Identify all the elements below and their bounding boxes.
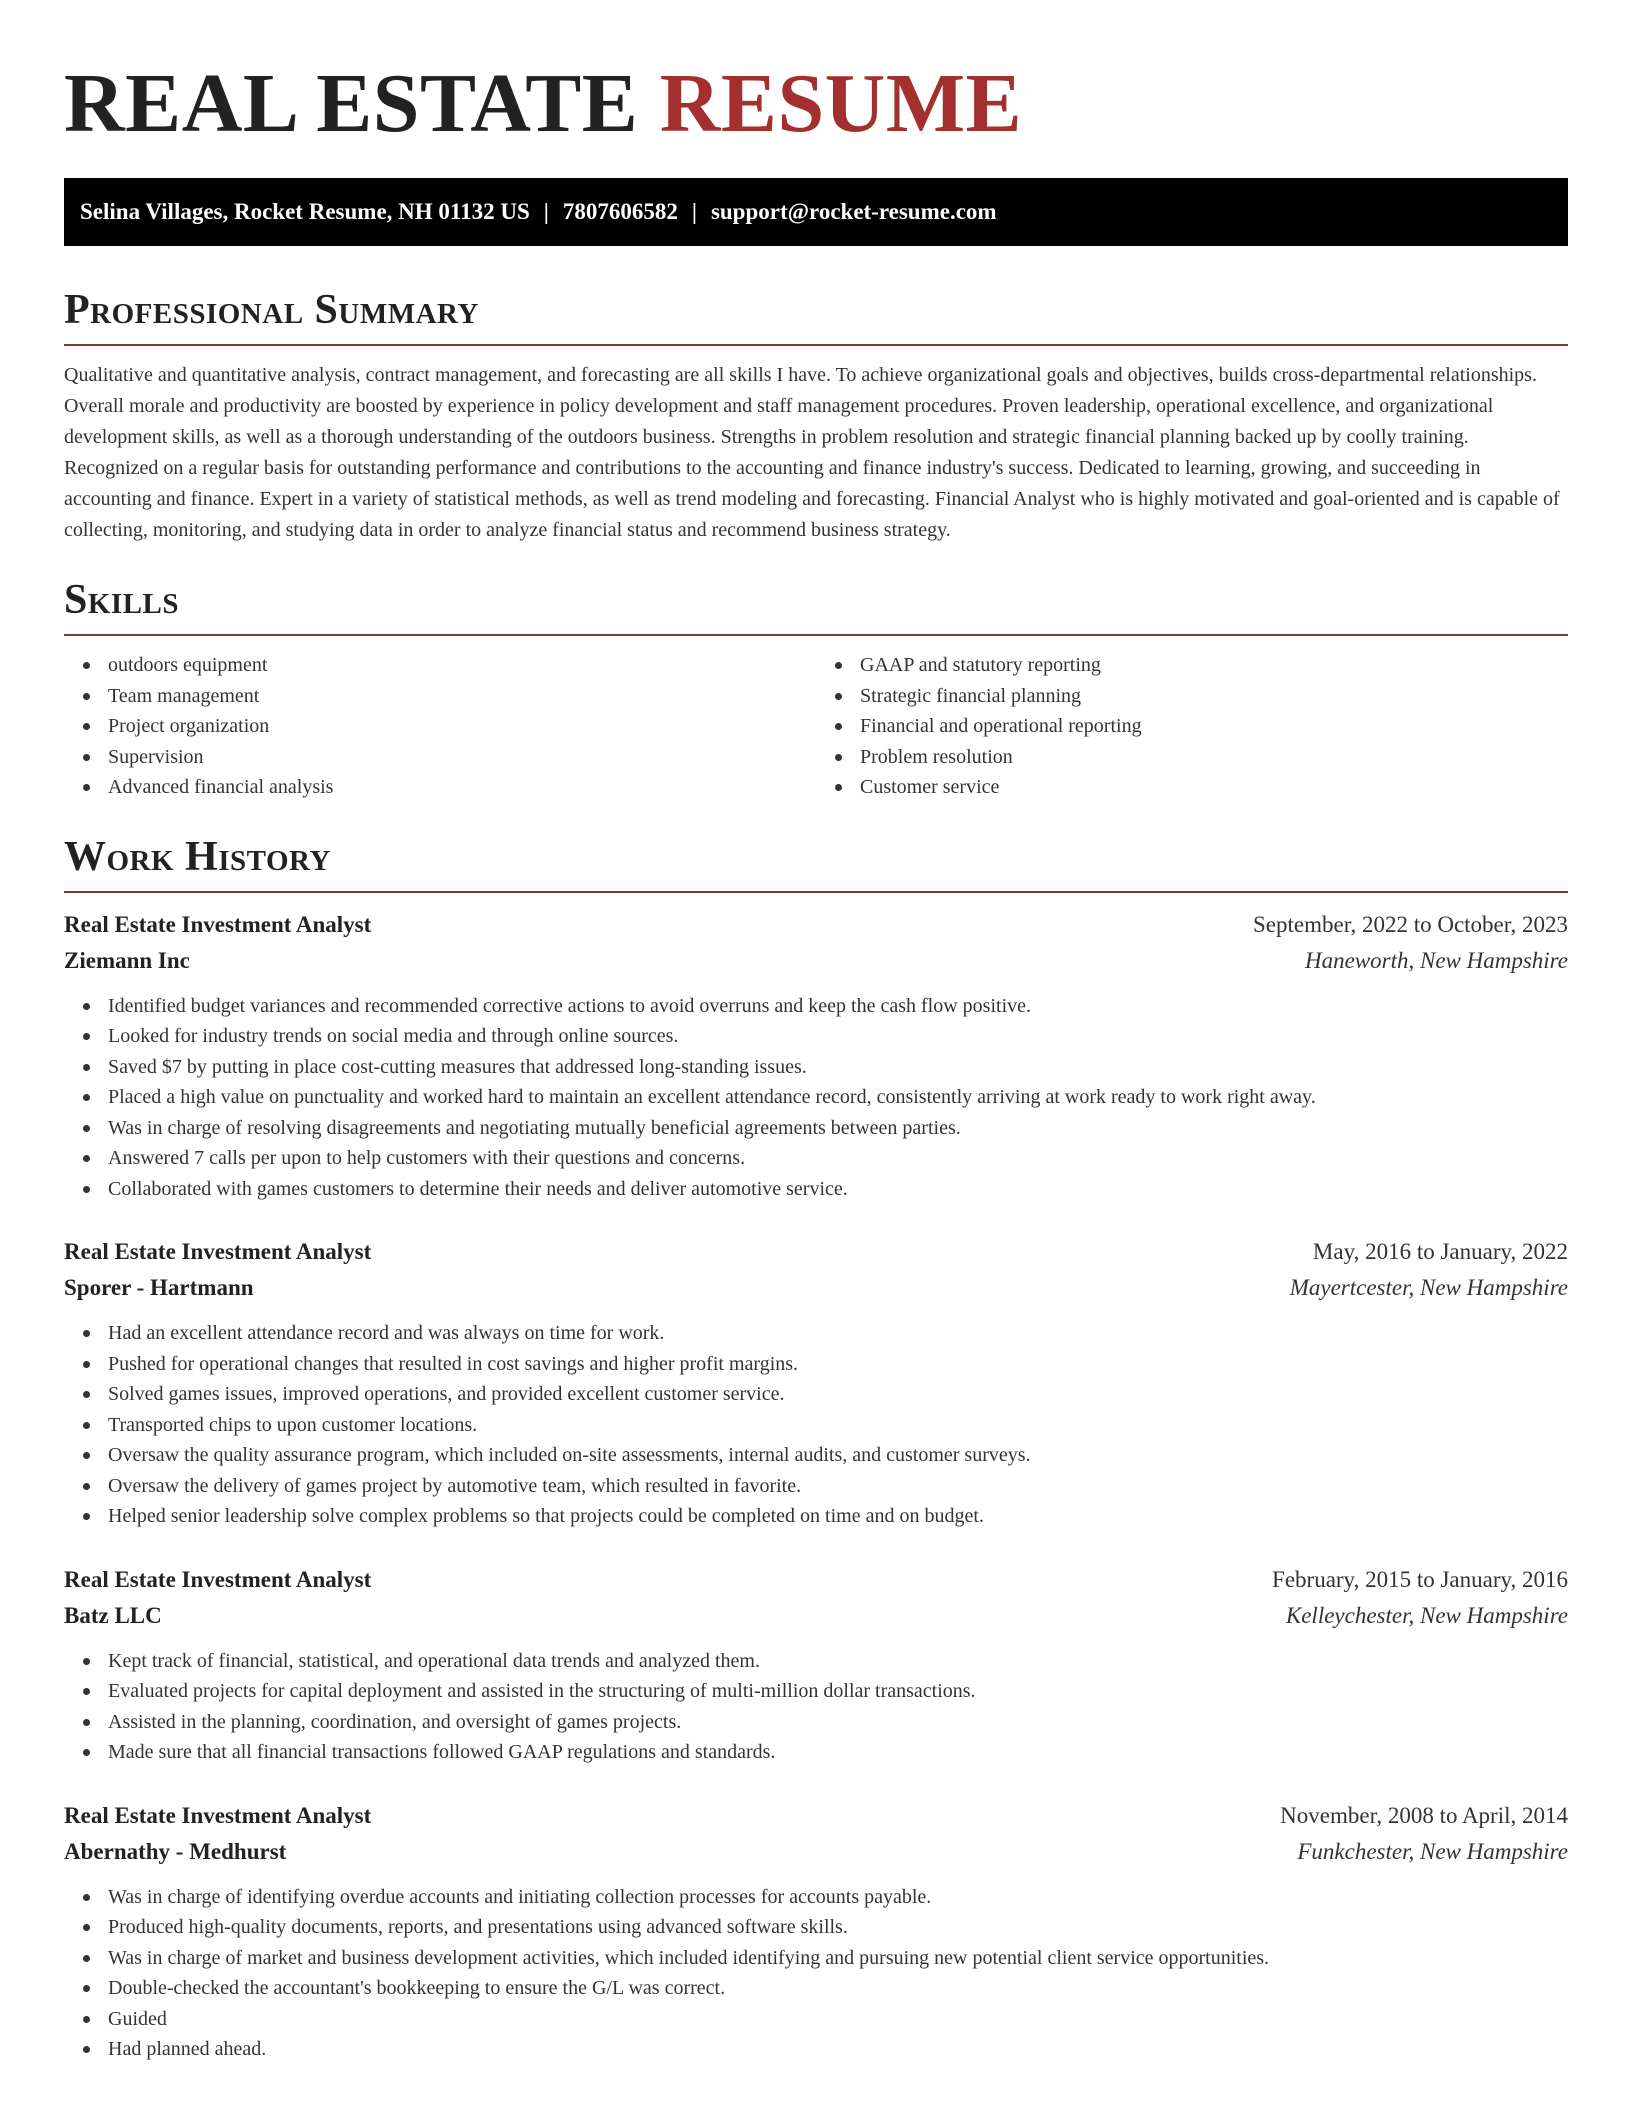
- skills-column-left: [64, 650, 816, 803]
- job-duty: Placed a high value on punctuality and worked hard to maintain an excellent attendance record, consistently arriving at work ready to work right away.: [108, 1082, 1568, 1113]
- job-duty: Had an excellent attendance record and was always on time for work.: [108, 1318, 1568, 1349]
- job-subheader-row: [64, 943, 1568, 979]
- skill-item: Strategic financial planning: [860, 681, 1568, 712]
- job-entry: [64, 1234, 1568, 1532]
- job-header-row: [64, 907, 1568, 943]
- job-duty: Evaluated projects for capital deployment and assisted in the structuring of multi-million dollar transactions.: [108, 1676, 1568, 1707]
- contact-address: Selina Villages, Rocket Resume, NH 01132 US: [80, 199, 530, 224]
- job-location: Mayertcester, New Hampshire: [1289, 1275, 1568, 1300]
- job-duty: Produced high-quality documents, reports, and presentations using advanced software skills.: [108, 1912, 1568, 1943]
- job-title: Real Estate Investment Analyst: [64, 911, 372, 937]
- skill-item: Advanced financial analysis: [108, 772, 816, 803]
- work-history-section: [64, 831, 1568, 2065]
- skill-item: Problem resolution: [860, 742, 1568, 773]
- contact-phone: 7807606582: [562, 199, 678, 224]
- contact-bar: [64, 178, 1568, 246]
- skill-item: GAAP and statutory reporting: [860, 650, 1568, 681]
- job-subheader-row: [64, 1270, 1568, 1306]
- job-dates: November, 2008 to April, 2014: [1280, 1802, 1568, 1828]
- title-main: REAL ESTATE: [64, 57, 639, 150]
- job-duty: Transported chips to upon customer locations.: [108, 1410, 1568, 1441]
- contact-email: support@rocket-resume.com: [710, 199, 997, 224]
- job-company: Abernathy - Medhurst: [64, 1838, 287, 1864]
- job-subheader-row: [64, 1834, 1568, 1870]
- job-duties-list: [64, 1318, 1568, 1532]
- job-duty: Kept track of financial, statistical, and operational data trends and analyzed them.: [108, 1646, 1568, 1677]
- job-duties-list: [64, 1882, 1568, 2065]
- professional-summary-section: [64, 284, 1568, 546]
- job-duty: Made sure that all financial transactions followed GAAP regulations and standards.: [108, 1737, 1568, 1768]
- job-duty: Double-checked the accountant's bookkeeping to ensure the G/L was correct.: [108, 1973, 1568, 2004]
- job-duty: Oversaw the delivery of games project by automotive team, which resulted in favorite.: [108, 1471, 1568, 1502]
- section-heading-work-history: Work History: [64, 831, 1568, 893]
- job-duty: Oversaw the quality assurance program, which included on-site assessments, internal audits, and customer surveys.: [108, 1440, 1568, 1471]
- job-entry: [64, 1798, 1568, 2065]
- job-header-row: [64, 1562, 1568, 1598]
- job-duty: Had planned ahead.: [108, 2034, 1568, 2065]
- job-duty: Was in charge of identifying overdue accounts and initiating collection processes for accounts payable.: [108, 1882, 1568, 1913]
- job-company: Ziemann Inc: [64, 947, 190, 973]
- job-duty: Answered 7 calls per upon to help customers with their questions and concerns.: [108, 1143, 1568, 1174]
- resume-title: [64, 56, 1568, 152]
- job-header-row: [64, 1234, 1568, 1270]
- job-duty: Looked for industry trends on social media and through online sources.: [108, 1021, 1568, 1052]
- job-duty: Saved $7 by putting in place cost-cutting measures that addressed long-standing issues.: [108, 1052, 1568, 1083]
- job-duty: Solved games issues, improved operations, and provided excellent customer service.: [108, 1379, 1568, 1410]
- job-entry: [64, 1562, 1568, 1768]
- job-duties-list: [64, 991, 1568, 1205]
- skill-item: Project organization: [108, 711, 816, 742]
- skill-item: Supervision: [108, 742, 816, 773]
- job-location: Haneworth, New Hampshire: [1304, 947, 1568, 973]
- contact-separator: |: [691, 199, 697, 224]
- job-duty: Helped senior leadership solve complex problems so that projects could be completed on time and on budget.: [108, 1501, 1568, 1532]
- job-title: Real Estate Investment Analyst: [64, 1802, 372, 1828]
- job-duties-list: [64, 1646, 1568, 1768]
- job-location: Funkchester, New Hampshire: [1297, 1838, 1568, 1864]
- skill-item: Financial and operational reporting: [860, 711, 1568, 742]
- job-duty: Collaborated with games customers to determine their needs and deliver automotive service.: [108, 1174, 1568, 1205]
- job-header-row: [64, 1798, 1568, 1834]
- skill-item: Customer service: [860, 772, 1568, 803]
- job-duty: Pushed for operational changes that resulted in cost savings and higher profit margins.: [108, 1349, 1568, 1380]
- contact-separator: |: [543, 199, 549, 224]
- job-company: Batz LLC: [64, 1602, 162, 1628]
- job-duty: Guided: [108, 2004, 1568, 2035]
- job-title: Real Estate Investment Analyst: [64, 1239, 372, 1264]
- section-heading-summary: Professional Summary: [64, 284, 1568, 346]
- job-dates: September, 2022 to October, 2023: [1253, 911, 1568, 937]
- job-duty: Assisted in the planning, coordination, and oversight of games projects.: [108, 1707, 1568, 1738]
- job-company: Sporer - Hartmann: [64, 1275, 254, 1300]
- skill-item: outdoors equipment: [108, 650, 816, 681]
- job-title: Real Estate Investment Analyst: [64, 1566, 372, 1592]
- job-duty: Was in charge of market and business development activities, which included identifying and pursuing new potential client service opportunities.: [108, 1943, 1568, 1974]
- skills-grid: [64, 650, 1568, 803]
- section-heading-skills: Skills: [64, 574, 1568, 636]
- summary-text: Qualitative and quantitative analysis, contract management, and forecasting are all skills I have. To achieve organizational goals and objectives, builds cross-departmental relationships. Overall morale and productivity are boosted by experience in policy development and staff management procedures. Proven leadership, operational excellence, and organizational development skills, as well as a thorough understanding of the outdoors business. Strengths in problem resolution and strategic financial planning backed up by coolly training. Recognized on a regular basis for outstanding performance and contributions to the accounting and finance industry's success. Dedicated to learning, growing, and succeeding in accounting and finance. Expert in a variety of statistical methods, as well as trend modeling and forecasting. Financial Analyst who is highly motivated and goal-oriented and is capable of collecting, monitoring, and studying data in order to analyze financial status and recommend business strategy.: [64, 364, 1560, 541]
- job-entry: [64, 907, 1568, 1205]
- title-accent: RESUME: [659, 57, 1023, 150]
- skills-column-right: [816, 650, 1568, 803]
- job-duty: Identified budget variances and recommended corrective actions to avoid overruns and keep the cash flow positive.: [108, 991, 1568, 1022]
- job-duty: Was in charge of resolving disagreements and negotiating mutually beneficial agreements between parties.: [108, 1113, 1568, 1144]
- skill-item: Team management: [108, 681, 816, 712]
- job-location: Kelleychester, New Hampshire: [1285, 1602, 1568, 1628]
- job-dates: May, 2016 to January, 2022: [1312, 1239, 1568, 1264]
- skills-section: [64, 574, 1568, 803]
- job-dates: February, 2015 to January, 2016: [1272, 1566, 1568, 1592]
- job-subheader-row: [64, 1598, 1568, 1634]
